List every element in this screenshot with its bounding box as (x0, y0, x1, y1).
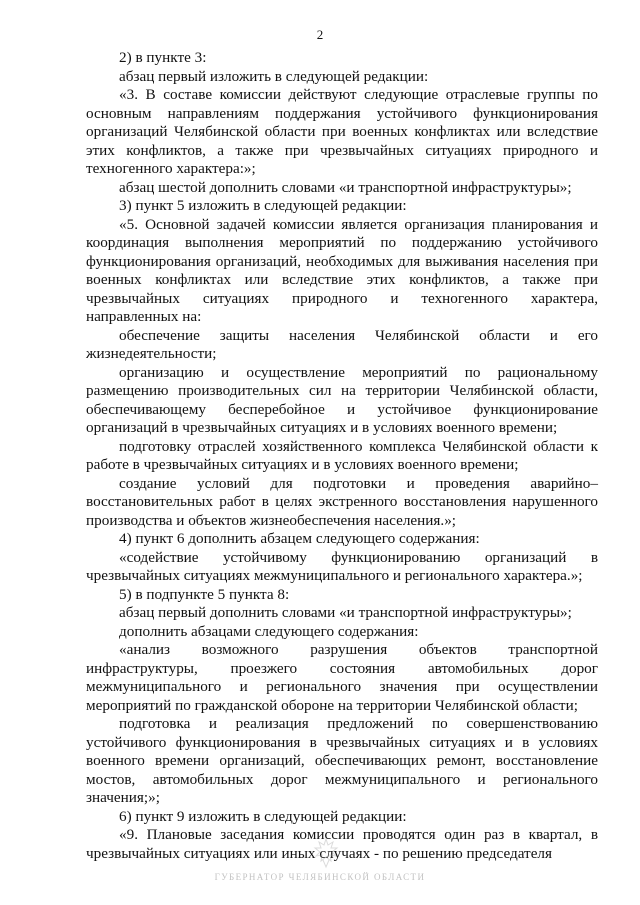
paragraph: «3. В составе комиссии действуют следующие отраслевые группы по основным направлениям поддержания устойчивого функционирования организаций Челябинской области при военных конфликтах или вследствие этих конфликтов, а также при чрезвычайных ситуациях природного и техногенного характера:»; (86, 86, 598, 177)
paragraph: «9. Плановые заседания комиссии проводятся один раз в квартал, в чрезвычайных ситуациях или иных случаях - по решению председателя (86, 826, 598, 862)
paragraph: абзац шестой дополнить словами «и транспортной инфраструктуры»; (119, 178, 572, 196)
paragraph: подготовку отраслей хозяйственного комплекса Челябинской области к работе в чрезвычайных ситуациях и в условиях военного времени; (86, 437, 598, 473)
paragraph: 6) пункт 9 изложить в следующей редакции: (119, 807, 407, 825)
paragraph: «содействие устойчивому функционированию организаций в чрезвычайных ситуациях межмуниципального и регионального характера.»; (86, 548, 598, 584)
paragraph: «анализ возможного разрушения объектов транспортной инфраструктуры, проезжего состояния автомобильных дорог межмуниципального и регионального значения при осуществлении мероприятий по гражданской обороне на территории Челябинской области; (86, 641, 598, 714)
coat-of-arms-watermark-icon (305, 836, 347, 870)
paragraph: обеспечение защиты населения Челябинской области и его жизнедеятельности; (86, 326, 598, 362)
paragraph: организацию и осуществление мероприятий по рациональному размещению производительных сил на территории Челябинской области, обеспечивающему бесперебойное и устойчивое функционирование организаций в чрезвычайных ситуациях и в условиях военного времени; (86, 363, 598, 436)
paragraph: абзац первый дополнить словами «и транспортной инфраструктуры»; (119, 604, 572, 621)
paragraph: 2) в пункте 3: (119, 49, 207, 66)
paragraph: 3) пункт 5 изложить в следующей редакции: (119, 197, 407, 214)
paragraph: абзац первый изложить в следующей редакции: (119, 67, 429, 85)
paragraph: «5. Основной задачей комиссии является организация планирования и координация выполнения мероприятий по поддержанию устойчивого функционирования организаций, необходимых для выживания населения при военных конфликтах или вследствие этих конфликтов, а также при чрезвычайных ситуациях природного и техногенного характера, направленных на: (86, 215, 598, 325)
paragraph: создание условий для подготовки и проведения аварийно–восстановительных работ в целях экстренного восстановления нарушенного производства и объектов жизнеобеспечения населения.»; (86, 474, 598, 529)
footer-watermark: ГУБЕРНАТОР ЧЕЛЯБИНСКОЙ ОБЛАСТИ (214, 872, 426, 882)
paragraph: дополнить абзацами следующего содержания: (119, 622, 419, 640)
paragraph: подготовка и реализация предложений по совершенствованию устойчивого функционирования в чрезвычайных ситуациях и в условиях военного времени организаций, обеспечивающих ремонт, восстановление мостов, автомобильных дорог межмуниципального и регионального значения;»; (86, 715, 598, 806)
document-body (86, 49, 598, 863)
paragraph: 5) в подпункте 5 пункта 8: (119, 585, 290, 603)
paragraph: 4) пункт 6 дополнить абзацем следующего содержания: (119, 530, 480, 547)
page-number: 2 (316, 27, 324, 42)
